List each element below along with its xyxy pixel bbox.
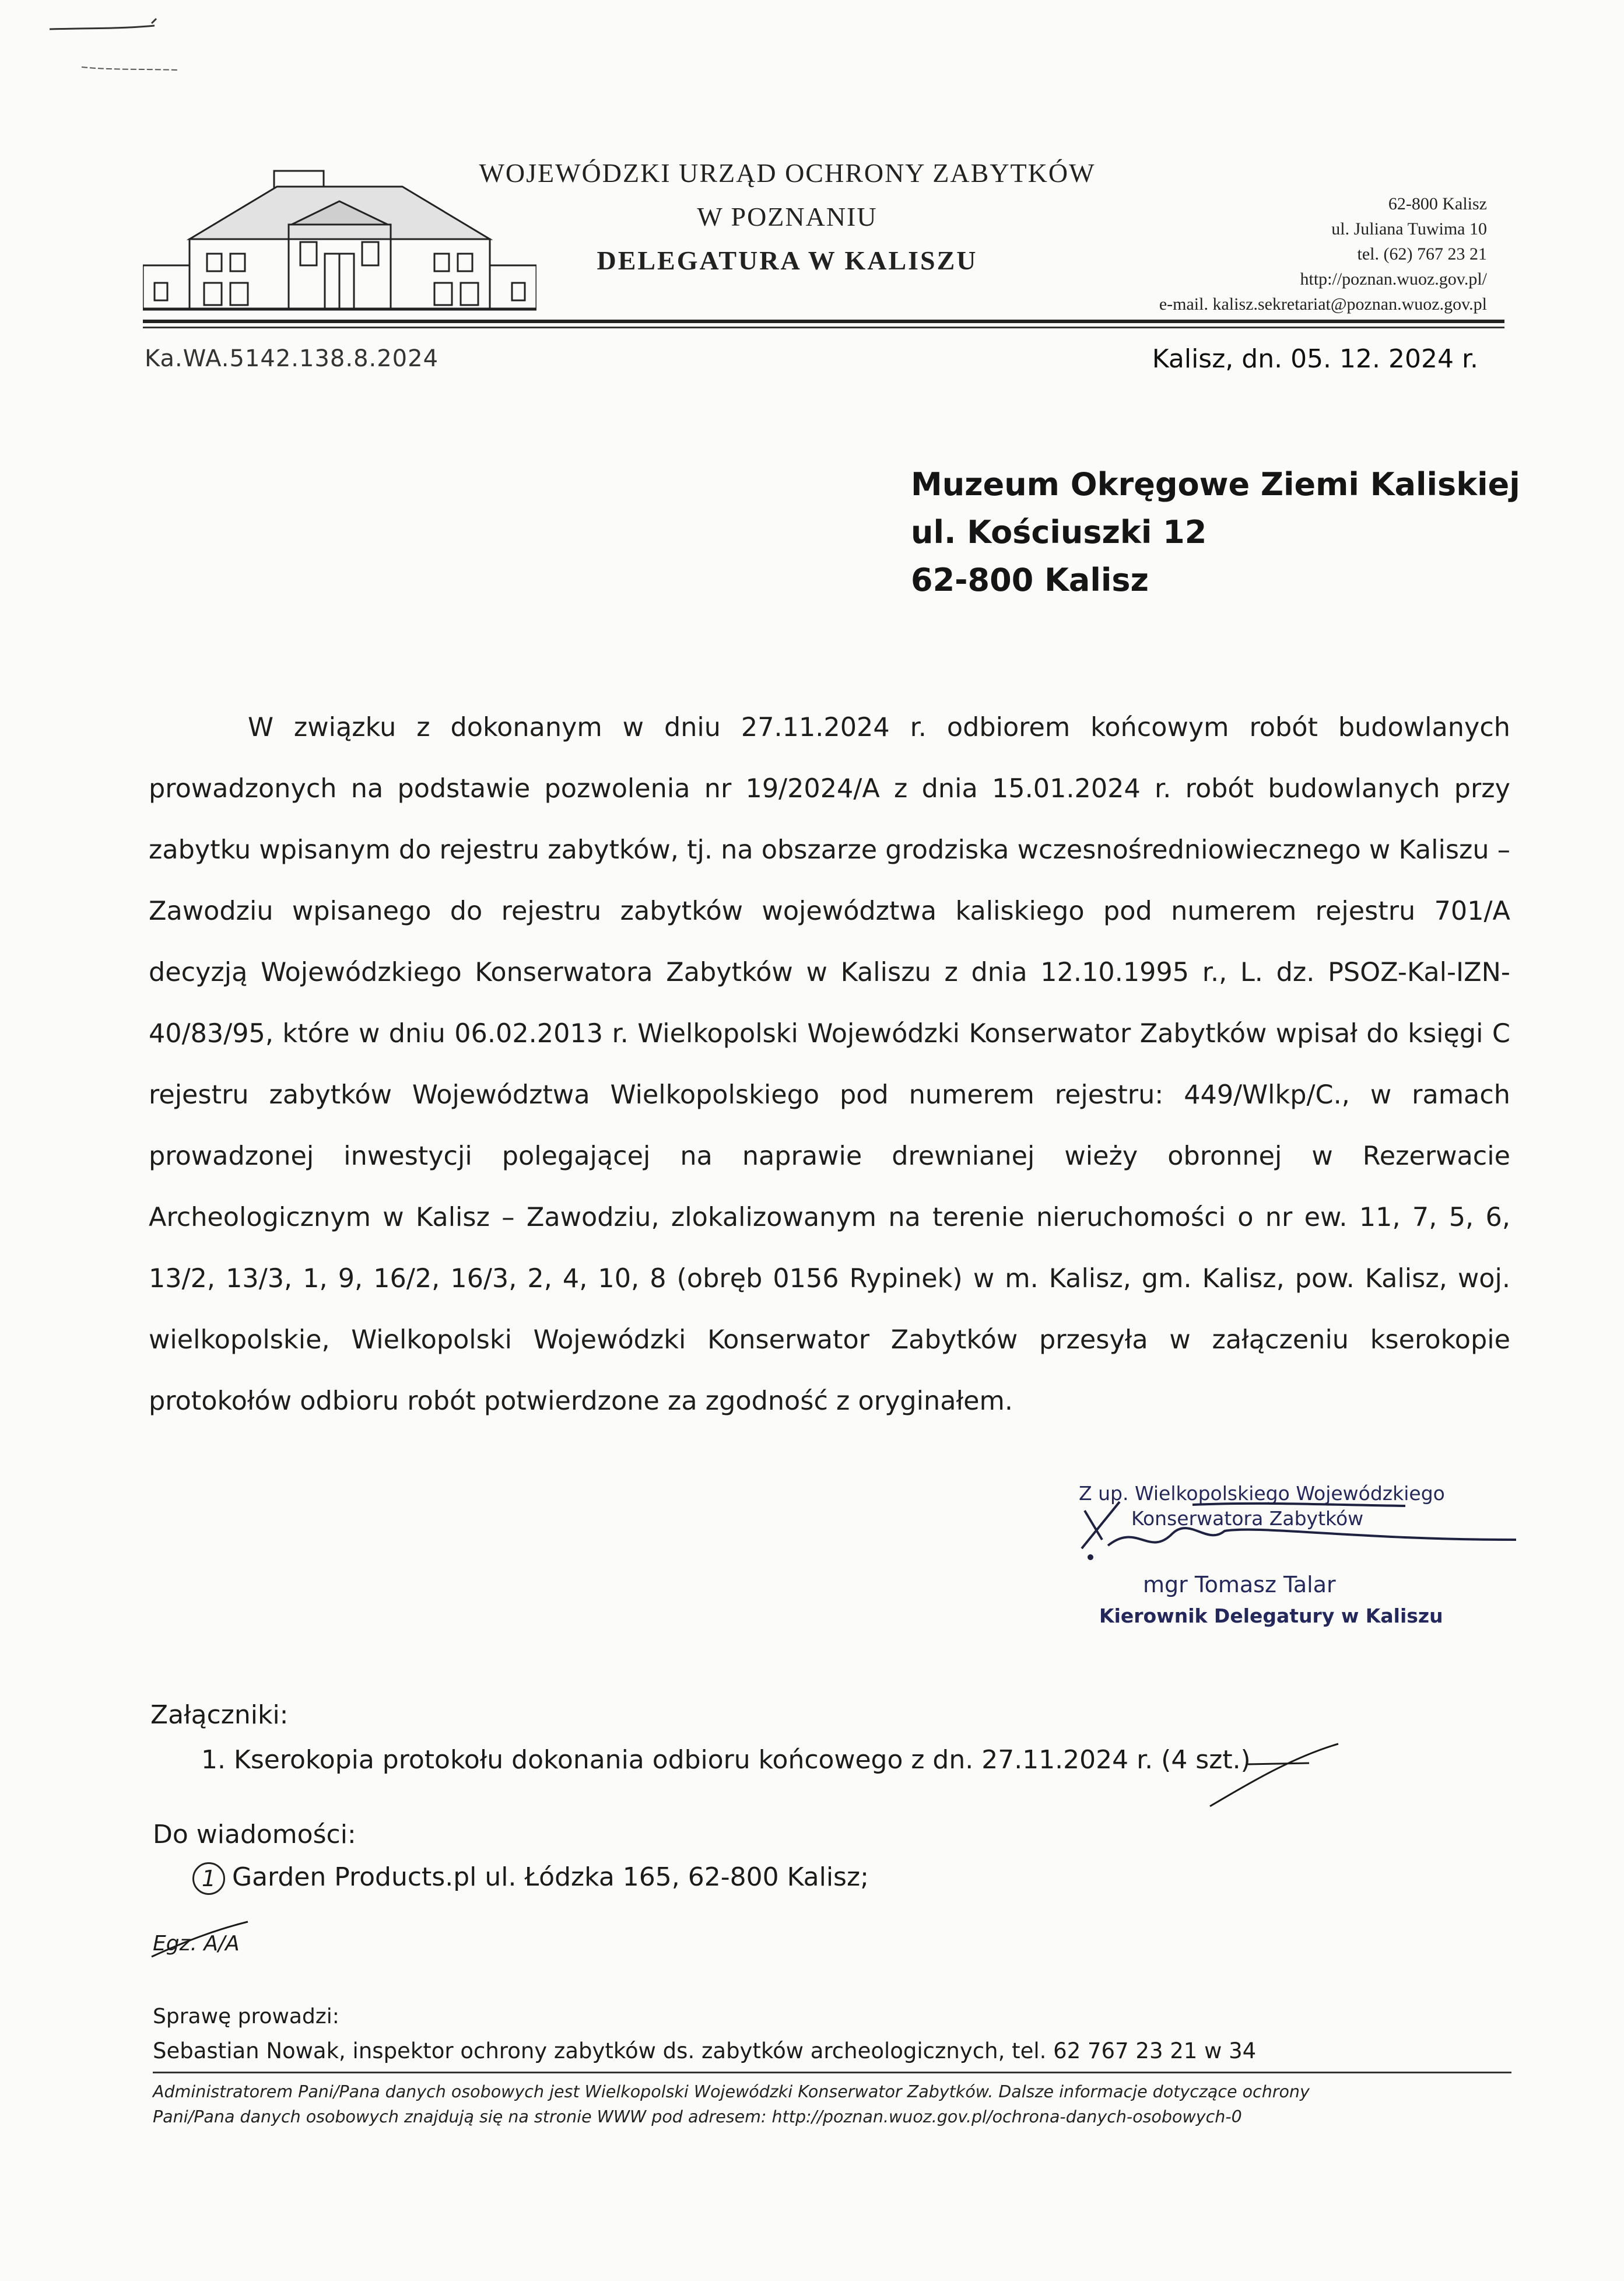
- addressee-block: [911, 461, 1520, 604]
- handwritten-strike: [149, 1919, 254, 1960]
- signature-stamp: [1067, 1470, 1534, 1633]
- contact-phone: tel. (62) 767 23 21: [1357, 244, 1487, 264]
- handled-by-value: Sebastian Nowak, inspektor ochrony zabytków ds. zabytków archeologicznych, tel. 62 767 23 21 w 34: [153, 2038, 1257, 2063]
- footer-line-2: Pani/Pana danych osobowych znajdują się na stronie WWW pod adresem: http://poznan.wuoz.gov.pl/ochrona-danych-osobowych-0: [153, 2107, 1242, 2126]
- footer-divider: [153, 2072, 1511, 2073]
- attachment-item: 1. Kserokopia protokołu dokonania odbioru końcowego z dn. 27.11.2024 r. (4 szt.): [201, 1745, 1251, 1775]
- organization-name: [408, 157, 1166, 276]
- addressee-name: Muzeum Okręgowe Ziemi Kaliskiej: [911, 466, 1520, 503]
- contact-website: http://poznan.wuoz.gov.pl/: [1300, 269, 1487, 289]
- contact-street: ul. Juliana Tuwima 10: [1331, 219, 1487, 239]
- handled-by-label: Sprawę prowadzi:: [153, 2005, 339, 2028]
- signer-title: Kierownik Delegatury w Kaliszu: [1099, 1604, 1443, 1627]
- copies-note: Egz. A/A: [153, 1932, 240, 1956]
- handwritten-scribble-top: [47, 12, 187, 76]
- letter-body: [149, 697, 1510, 1432]
- letterhead-divider-thin: [143, 327, 1504, 328]
- cc-recipient: Garden Products.pl ul. Łódzka 165, 62-800 Kalisz;: [232, 1862, 869, 1892]
- addressee-city: 62-800 Kalisz: [911, 562, 1149, 598]
- contact-postal: 62-800 Kalisz: [1388, 194, 1487, 213]
- stamp-line-2: Konserwatora Zabytków: [1131, 1507, 1364, 1530]
- org-line-3: DELEGATURA W KALISZU: [597, 246, 978, 275]
- contact-block: [1159, 191, 1487, 317]
- contact-email: e-mail. kalisz.sekretariat@poznan.wuoz.gov.pl: [1159, 295, 1487, 314]
- org-line-2: W POZNANIU: [697, 202, 878, 232]
- addressee-street: ul. Kościuszki 12: [911, 514, 1207, 551]
- reference-number: Ka.WA.5142.138.8.2024: [145, 345, 439, 372]
- cc-title: Do wiadomości:: [153, 1820, 356, 1849]
- org-line-1: WOJEWÓDZKI URZĄD OCHRONY ZABYTKÓW: [479, 158, 1096, 188]
- privacy-footer: [153, 2079, 1511, 2129]
- handwritten-check-mark: [1207, 1741, 1341, 1811]
- cc-circled-number: 1: [192, 1862, 225, 1895]
- footer-line-1: Administratorem Pani/Pana danych osobowych jest Wielkopolski Wojewódzki Konserwator Zabytków. Dalsze informacje dotyczące ochrony: [153, 2082, 1310, 2101]
- stamp-line-1: Z up. Wielkopolskiego Wojewódzkiego: [1079, 1482, 1445, 1505]
- letter-paragraph: W związku z dokonanym w dniu 27.11.2024 r. odbiorem końcowym robót budowlanych prowadzonych na podstawie pozwolenia nr 19/2024/A z dnia 15.01.2024 r. robót budowlanych przy zabytku wpisanym do rejestru zabytków, tj. na obszarze grodziska wczesnośredniowiecznego w Kaliszu – Zawodziu wpisanego do rejestru zabytków województwa kaliskiego pod numerem rejestru 701/A decyzją Wojewódzkiego Konserwatora Zabytków w Kaliszu z dnia 12.10.1995 r., L. dz. PSOZ-Kal-IZN-40/83/95, które w dniu 06.02.2013 r. Wielkopolski Wojewódzki Konserwator Zabytków wpisał do księgi C rejestru zabytków Województwa Wielkopolskiego pod numerem rejestru: 449/Wlkp/C., w ramach prowadzonej inwestycji polegającej na naprawie drewnianej wieży obronnej w Rezerwacie Archeologicznym w Kalisz – Zawodziu, zlokalizowanym na terenie nieruchomości o nr ew. 11, 7, 5, 6, 13/2, 13/3, 1, 9, 16/2, 16/3, 2, 4, 10, 8 (obręb 0156 Rypinek) w m. Kalisz, gm. Kalisz, pow. Kalisz, woj. wielkopolskie, Wielkopolski Wojewódzki Konserwator Zabytków przesyła w załączeniu kserokopie protokołów odbioru robót potwierdzone za zgodność z oryginałem.: [149, 713, 1510, 1416]
- letterhead-divider: [143, 320, 1504, 323]
- cc-item: [192, 1862, 869, 1895]
- date-line: Kalisz, dn. 05. 12. 2024 r.: [1152, 344, 1478, 374]
- attachments-title: Załączniki:: [150, 1700, 289, 1730]
- signer-name: mgr Tomasz Talar: [1143, 1572, 1336, 1597]
